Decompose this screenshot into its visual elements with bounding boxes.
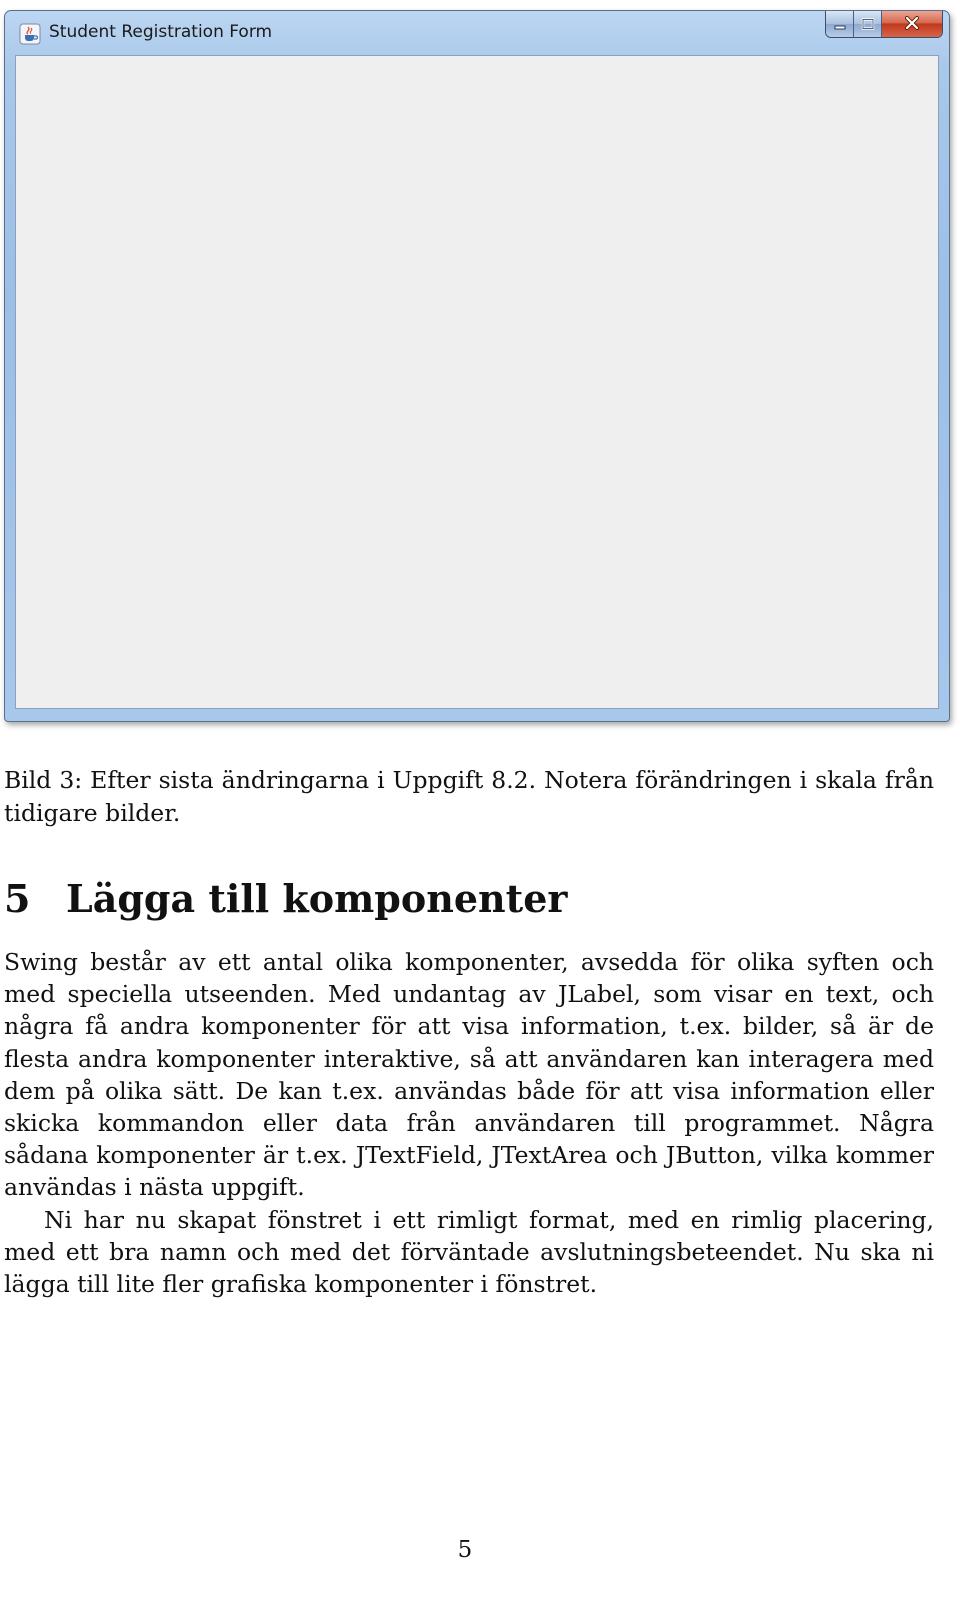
window-title: Student Registration Form — [49, 22, 273, 42]
minimize-icon — [833, 15, 847, 34]
section-heading — [4, 872, 934, 926]
close-icon — [904, 15, 920, 34]
java-cup-icon — [19, 23, 41, 45]
title-bar[interactable] — [5, 11, 949, 51]
window-screenshot — [4, 4, 956, 728]
maximize-icon — [861, 15, 875, 34]
window-content-pane — [15, 55, 939, 709]
maximize-button[interactable] — [853, 11, 881, 37]
close-button[interactable] — [881, 11, 942, 37]
body-paragraph-1: Swing består av ett antal olika komponenter, avsedda för olika syften och med speciella utseenden. Med undantag av JLabel, som visar en text, och några få andra komponenter för att visa information, t.ex. bilder, så är de flesta andra komponenter interaktive, så att användaren kan interagera med dem på olika sätt. De kan t.ex. användas både för att visa information eller skicka kommandon eller data från användaren till programmet. Några sådana komponenter är t.ex. JTextField, JTextArea och JButton, vilka kommer användas i nästa uppgift. — [4, 948, 934, 1202]
body-paragraph-2: Ni har nu skapat fönstret i ett rimligt format, med en rimlig placering, med ett bra namn och med det förväntade avslutningsbeteendet. Nu ska ni lägga till lite fler grafiska komponenter i fönstret. — [4, 1206, 934, 1299]
figure-caption: Bild 3: Efter sista ändringarna i Uppgift 8.2. Notera förändringen i skala från tidigare bilder. — [4, 765, 934, 827]
minimize-button[interactable] — [826, 11, 853, 37]
section-number: 5 — [4, 876, 31, 921]
section-title: Lägga till komponenter — [66, 876, 568, 921]
window-controls — [825, 11, 943, 38]
page-number: 5 — [457, 1537, 473, 1563]
student-registration-window — [4, 10, 950, 722]
